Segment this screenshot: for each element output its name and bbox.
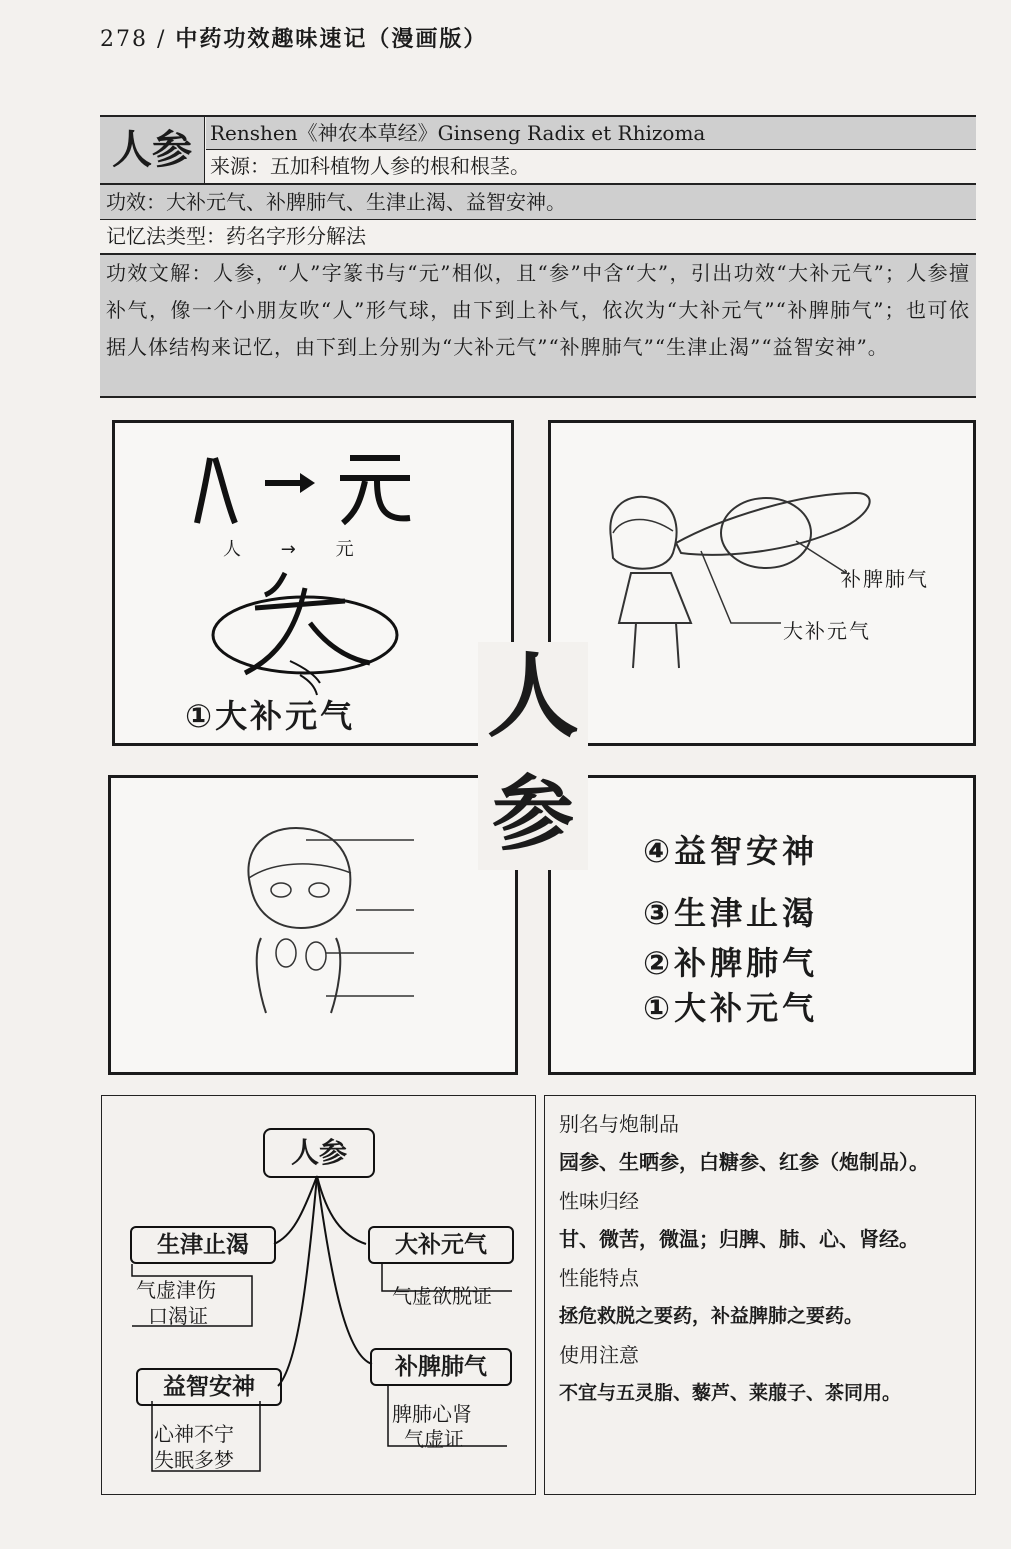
branch-detail-shengjin-1: 气虚津伤 [136,1278,216,1302]
panel1-caption: ①大补元气 [185,697,356,735]
herb-name: 人参 [100,117,205,183]
branch-label-dabu: 大补元气 [368,1226,514,1264]
balloon-label-top: 补脾肺气 [841,567,929,591]
branch-label-yizhi: 益智安神 [136,1368,282,1406]
comic-panel-2 [548,420,976,746]
panel4-line-3: ②补脾肺气 [643,944,819,982]
arrow-label-right: 元 [335,539,358,560]
caution-text: 不宜与五灵脂、藜芦、莱菔子、茶同用。 [559,1382,902,1404]
balloon-label-bottom: 大补元气 [783,619,871,643]
center-char-shen: 参 [478,760,588,870]
book-title: 中药功效趣味速记（漫画版） [175,26,488,52]
page-header [100,22,487,53]
branch-label-shengjin: 生津止渴 [130,1226,276,1264]
branch-detail-bupi-1: 脾肺心肾 [392,1402,472,1426]
title-row [100,115,976,183]
panel4-line-1: ④益智安神 [643,832,819,870]
child-body-illustration [111,778,515,1072]
center-char-ren: 人 [478,642,588,752]
comic-panel-1 [112,420,514,746]
branch-detail-shengjin-2: 口渴证 [148,1304,208,1328]
herb-efficacy: 功效：大补元气、补脾肺气、生津止渴、益智安神。 [100,183,976,219]
panel4-line-2: ③生津止渴 [643,894,819,932]
herb-source: 来源：五加科植物人参的根和根茎。 [210,154,530,178]
mindmap-root: 人参 [263,1128,375,1178]
alias-text: 园参、生晒参，白糖参、红参（炮制品）。 [559,1150,929,1174]
arrow-label-left: 人 [223,539,245,560]
branch-detail-bupi-2: 气虚证 [404,1427,464,1451]
page-number: 278 [100,27,148,52]
notes-box [544,1095,976,1495]
comic-panel-3 [108,775,518,1075]
branch-detail-yizhi-1: 心神不宁 [154,1422,234,1446]
property-title: 性能特点 [559,1266,639,1290]
property-text: 拯危救脱之要药，补益脾肺之要药。 [559,1305,864,1327]
branch-detail-dabu-1: 气虚欲脱证 [392,1284,492,1308]
comic-panel-4 [548,775,976,1075]
nature-title: 性味归经 [559,1189,639,1213]
branch-detail-yizhi-2: 失眠多梦 [154,1448,234,1472]
header-separator: / [157,27,167,52]
panel4-line-4: ①大补元气 [643,989,819,1027]
arrow-label-arrow: → [280,539,300,560]
nature-text: 甘、微苦，微温；归脾、肺、心、肾经。 [559,1227,919,1251]
alias-title: 别名与炮制品 [559,1112,679,1136]
branch-label-bupi: 补脾肺气 [370,1348,512,1386]
efficacy-explanation: 功效文解：人参，“人”字篆书与“元”相似，且“参”中含“大”，引出功效“大补元气”；人参擅补气，像一个小朋友吹“人”形气球，由下到上补气，依次为“大补元气”“补脾肺气”；也可依据人体结构来记忆，由下到上分别为“大补元气”“补脾肺气”“生津止渴”“益智安神”。 [100,253,976,398]
arrow-caption [223,535,358,561]
herb-latin-name: Renshen《神农本草经》Ginseng Radix et Rhizoma [206,117,976,150]
caution-title: 使用注意 [559,1343,639,1367]
memory-type: 记忆法类型：药名字形分解法 [100,219,976,253]
mindmap-box [101,1095,536,1495]
